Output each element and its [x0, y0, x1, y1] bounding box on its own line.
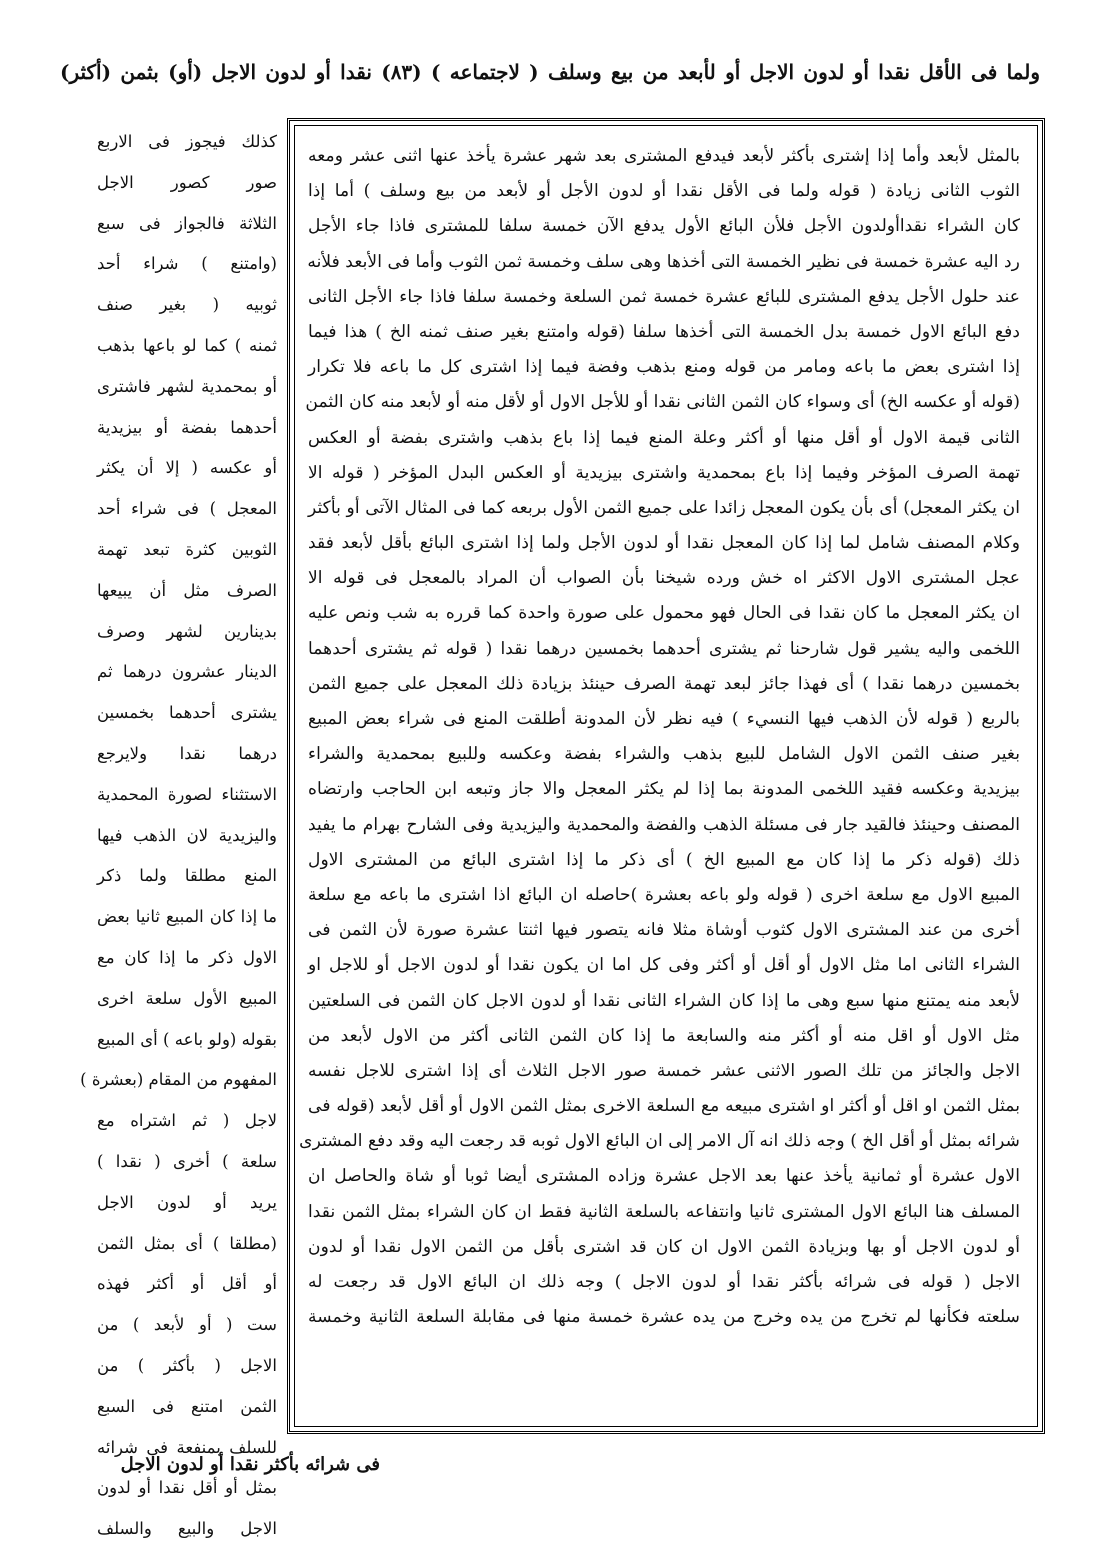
matn-line: بقوله (ولو باعه ) أى المبيع — [97, 1029, 277, 1049]
matn-line: يشترى أحدهما بخمسين — [97, 703, 277, 723]
matn-line: الدينار عشرون درهما ثم — [97, 662, 277, 682]
commentary-line: كان الشراء نقداأولدون الأجل فلأن البائع الأول يدفع الآن خمسة سلفا للمشترى فاذا جاء الأجل — [308, 216, 1020, 237]
matn-line: المعجل ) فى شراء أحد — [97, 499, 277, 519]
commentary-line: وكلام المصنف شامل لما إذا كان المعجل نقدا أو لدون الأجل ولما إذا اشترى البائع بأقل لأبعد فقد — [308, 533, 1020, 554]
matn-line: الاجل ( بأكثر ) من — [97, 1355, 277, 1375]
commentary-line: المصنف وحينئذ فالقيد جار فى مسئلة الذهب والفضة والمحمدية واليزيدية وفى الشارح بهرام ما يفيد — [308, 814, 1020, 835]
matn-line: ست ( أو لأبعد ) من — [97, 1315, 277, 1335]
commentary-line: بيزيدية وعكسه فقيد اللخمى المدونة بما إذا لم يكثر المعجل والا جاز وتبعه ابن الحاجب وارتضاه — [308, 779, 1020, 800]
matn-line: ثمنه ) كما لو باعها بذهب — [97, 335, 277, 355]
commentary-line: الثوب الثانى زيادة ( قوله ولما فى الأقل نقدا أو لدون الأجل أو لأبعد من بيع وسلف ) أما إذا — [308, 181, 1020, 202]
commentary-line: ان يكثر المعجل ما كان نقدا فى الحال فهو محمول على صورة واحدة كما قرره به شب ونص عليه — [308, 603, 1020, 624]
matn-line: المنع مطلقا ولما ذكر — [97, 866, 277, 886]
matn-line: كذلك فيجوز فى الاربع — [97, 132, 277, 151]
matn-line: الاول ذكر ما إذا كان مع — [97, 947, 277, 967]
commentary-line: سلعته فكأنها لم تخرج من يده وخرج من يده عشرة خمسة منها فى مقابلة السلعة الثانية وخمسة — [308, 1307, 1020, 1328]
commentary-line: ذلك (قوله ذكر ما إذا كان مع المبيع الخ ) أى ذكر ما إذا اشترى البائع من المشترى الاول — [308, 849, 1020, 870]
commentary-line: أو لدون الاجل أو بها وبزيادة الثمن الاول ان كان قد اشترى بأقل من الثمن الاول نقدا أو لدون — [308, 1236, 1020, 1257]
matn-line: لاجل ( ثم اشتراه مع — [97, 1111, 277, 1131]
commentary-line: مثل الاول أو اقل منه أو أكثر منه والسابعة ما إذا كان الثمن الثانى أكثر من الاول لأبعد من — [308, 1025, 1020, 1046]
matn-line: أو عكسه ( إلا أن يكثر — [97, 458, 277, 478]
matn-line: واليزيدية لان الذهب فيها — [97, 825, 277, 845]
matn-line: الثوبين كثرة تبعد تهمة — [97, 539, 277, 559]
matn-line: المبيع الأول سلعة اخرى — [97, 988, 277, 1008]
commentary-line: ان يكثر المعجل) أى بأن يكون المعجل زائدا على جميع الثمن الأول بربعه كما فى المثال الآتى أو بأكثر — [308, 497, 1020, 518]
commentary-line: الثانى قيمة الاول أو أقل منها أو أكثر وعلة المنع فيما إذا باع بذهب واشترى بفضة أو العكس — [308, 427, 1020, 448]
commentary-line: إذا اشترى بعض ما باعه ومامر من قوله ومنع بذهب وفضة فيما إذا اشترى كل ما باعه فلا تكرار — [308, 357, 1020, 378]
commentary-line: الاجل والجائز من تلك الصور الاثنى عشر خمسة صور الاجل الثلاث أى إذا اشترى للاجل نفسه — [308, 1060, 1020, 1081]
matn-line: درهما نقدا ولايرجع — [97, 743, 277, 763]
commentary-line: عجل المشترى الاول الاكثر اه خش ورده شيخنا بأن الصواب أن المراد بالمعجل فى قوله الا — [308, 568, 1020, 589]
matn-line: الاستثناء لصورة المحمدية — [97, 784, 277, 804]
matn-line: الاجل والبيع والسلف — [97, 1519, 277, 1539]
commentary-line: عند حلول الأجل يدفع المشترى للبائع عشرة خمسة ثمن السلعة وخمسة سلفا فاذا جاء الأجل الثانى — [308, 286, 1020, 307]
matn-line: الثلاثة فالجواز فى سبع — [97, 213, 277, 233]
matn-line: أو أقل أو أكثر فهذه — [97, 1274, 277, 1294]
matn-line: سلعة ) أخرى ( نقدا ) — [97, 1151, 277, 1171]
matn-line: ثوبيه ( بغير صنف — [97, 295, 277, 315]
matn-line: أو بمحمدية لشهر فاشترى — [97, 376, 277, 396]
commentary-line: أخرى من عند المشترى الاول كثوب أوشاة مثلا فانه يتصور فيها اثنتا عشرة صورة لأن الثمن فى — [308, 920, 1020, 941]
commentary-line: (قوله أو عكسه الخ) أى وسواء كان الثمن الثانى نقدا أو للأجل الاول أو لأقل منه أو لأبعد منه كان الثمن — [305, 392, 1020, 413]
commentary-line: المبيع الاول مع سلعة اخرى ( قوله ولو باعه بعشرة )حاصله ان البائع اذا اشترى ما باعه مع سلعة — [308, 884, 1020, 905]
commentary-line: الاجل ( قوله فى شرائه بأكثر نقدا أو لدون الاجل ) وجه ذلك ان البائع الاول قد رجعت له — [308, 1272, 1020, 1292]
catchword-footer: فى شرائه بأكثر نقدا أو لدون الاجل — [120, 1454, 380, 1475]
commentary-box — [287, 118, 1045, 1434]
matn-line: الثمن امتنع فى السبع — [97, 1396, 277, 1416]
matn-line: أحدهما بفضة أو بيزيدية — [97, 417, 277, 437]
commentary-line: بالمثل لأبعد وأما إذا إشترى بأكثر لأبعد فيدفع المشترى بعد شهر عشرة يأخذ عنها اثنى عشر ومعه — [308, 146, 1020, 166]
commentary-line: بالربع ( قوله لأن الذهب فيها النسيء ) فيه نظر لأن المدونة أطلقت المنع فى شراء بعض المبيع — [308, 709, 1020, 729]
commentary-line: الاول عشرة أو ثمانية يأخذ عنها بعد الاجل عشرة وزاده المشترى أيضا ثوبا أو شاة والحاصل ان — [308, 1166, 1020, 1187]
matn-line: المفهوم من المقام (بعشرة ) — [80, 1070, 277, 1090]
commentary-line: دفع البائع الاول خمسة بدل الخمسة التى أخذها سلفا (قوله وامتنع بغير صنف ثمنه الخ ) هذا فيما — [308, 321, 1020, 342]
running-header: ولما فى الأقل نقدا أو لدون الاجل أو لأبعد من بيع وسلف ( لاجتماعه ) (٨٣) نقدا أو لدون الاجل (أو) بثمن (أكثر) — [60, 60, 1040, 84]
commentary-line: تهمة الصرف المؤخر وفيما إذا باع بمحمدية واشترى بيزيدية أو العكس البدل المؤخر ( قوله الا — [308, 462, 1020, 483]
commentary-line: شرائه بمثل أو أقل الخ ) وجه ذلك انه آل الامر إلى ان البائع الاول ثوبه قد رجعت اليه وقد دفع المشترى — [299, 1131, 1020, 1152]
commentary-line: بغير صنف الثمن الاول الشامل للبيع بذهب والشراء بفضة وعكسه وللبيع بمحمدية والشراء — [308, 744, 1020, 765]
commentary-line: رد اليه عشرة خمسة فى نظير الخمسة التى أخذها وهى سلف وخمسة ثمن الثوب وأما فى الأبعد فلأنه — [307, 251, 1020, 272]
matn-line: بدينارين لشهر وصرف — [97, 621, 277, 641]
matn-line: (وامتنع ) شراء أحد — [97, 254, 277, 274]
matn-line: يريد أو لدون الاجل — [97, 1192, 277, 1212]
commentary-line: لأبعد منه يمتنع منها سبع وهى ما إذا كان الشراء الثانى نقدا أو لدون الاجل كان الثمن فى السلعتين — [308, 990, 1020, 1011]
matn-line: ما إذا كان المبيع ثانيا بعض — [97, 907, 277, 927]
matn-line: (مطلقا ) أى بمثل الثمن — [97, 1233, 277, 1253]
commentary-line: المسلف هنا البائع الاول المشترى ثانيا وانتفاعه بالسلعة الثانية فقط ان كان الشراء بمثل الثمن نقدا — [308, 1201, 1020, 1222]
matn-line: الصرف مثل أن يبيعها — [97, 580, 277, 600]
commentary-line: بمثل الثمن او اقل أو أكثر او اشترى مبيعه مع السلعة الاخرى بمثل الثمن الاول أو أقل لأبعد (قوله فى — [308, 1096, 1020, 1117]
matn-line: صور كصور الاجل — [97, 172, 277, 192]
commentary-line: اللخمى واليه يشير قول شارحنا ثم يشترى أحدهما بخمسين درهما نقدا ( قوله ثم يشترى أحدهما — [308, 638, 1020, 659]
matn-line: للسلف بمنفعة فى شرائه — [97, 1437, 277, 1457]
commentary-line: بخمسين درهما نقدا ) أى فهذا جائز لبعد تهمة الصرف حينئذ بزيادة ذلك المعجل على جميع الثمن — [308, 673, 1020, 694]
matn-line: بمثل أو أقل نقدا أو لدون — [97, 1478, 277, 1498]
commentary-line: الشراء الثانى اما مثل الاول أو أقل أو أكثر وفى كل اما ان يكون نقدا أو لدون الاجل أو للاجل او — [308, 955, 1020, 976]
